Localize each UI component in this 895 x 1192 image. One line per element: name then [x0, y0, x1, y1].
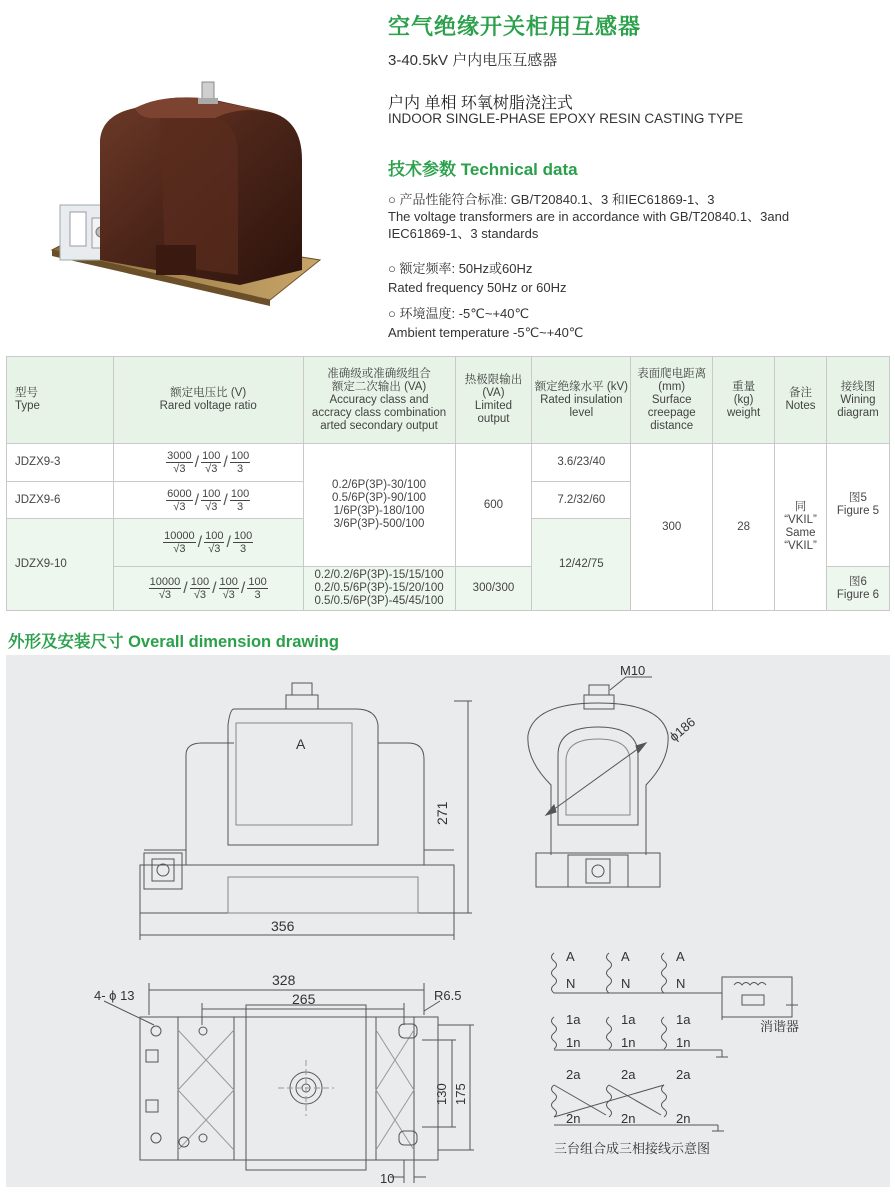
cell-insulation: 7.2/32/60: [532, 482, 631, 519]
cell-weight: 28: [713, 444, 775, 611]
cell-insulation: 12/42/75: [532, 519, 631, 611]
table-header: [7, 357, 890, 444]
cell-accuracy-b: 0.2/0.2/6P(3P)-15/15/100 0.2/0.5/6P(3P)-15/20/100 0.5/0.5/6P(3P)-45/45/100: [303, 567, 455, 611]
spec-standards: [388, 191, 789, 242]
wire-A-1: A: [566, 949, 575, 964]
side-view: [528, 677, 668, 887]
dim-265: 265: [292, 991, 316, 1007]
th-weight: 重量 (kg) weight: [713, 357, 775, 444]
spec-standard-en-2: IEC61869-1、3 standards: [388, 226, 539, 241]
th-creepage: 表面爬电距离 (mm) Surface creepage distance: [631, 357, 713, 444]
dimension-drawing-panel: [6, 655, 890, 1187]
wire-2a-2: 2a: [621, 1067, 636, 1082]
page-subtitle: 3-40.5kV 户内电压互感器: [388, 52, 558, 69]
label-phi186: ϕ186: [666, 714, 699, 745]
cell-type: JDZX9-6: [7, 482, 114, 519]
wire-2a-3: 2a: [676, 1067, 691, 1082]
cell-type: JDZX9-3: [7, 444, 114, 482]
page-title: 空气绝缘开关柜用互感器: [388, 14, 642, 39]
wire-1a-2: 1a: [621, 1012, 636, 1027]
cell-ratio: 6000 √3 / 100 √3 / 100 3: [113, 482, 303, 519]
dim-130: 130: [434, 1083, 449, 1105]
product-photo: [40, 70, 330, 320]
technical-heading: 技术参数 Technical data: [388, 160, 578, 179]
spec-temperature-cn: ○ 环境温度: -5℃~+40℃: [388, 306, 530, 321]
th-insulation: 额定绝缘水平 (kV) Rated insulation level: [532, 357, 631, 444]
cell-insulation: 3.6/23/40: [532, 444, 631, 482]
cell-accuracy-a: 0.2/6P(3P)-30/100 0.5/6P(3P)-90/100 1/6P(3P)-180/100 3/6P(3P)-500/100: [303, 444, 455, 567]
wire-N-3: N: [676, 976, 686, 991]
label-r65: R6.5: [434, 988, 462, 1003]
wire-N-1: N: [566, 976, 576, 991]
dim-175: 175: [453, 1083, 468, 1105]
cell-ratio: 3000 √3 / 100 √3 / 100 3: [113, 444, 303, 482]
th-wiring: 接线图 Wining diagram: [826, 357, 889, 444]
wire-A-3: A: [676, 949, 685, 964]
wire-A-2: A: [621, 949, 630, 964]
wire-N-2: N: [621, 976, 631, 991]
th-type: 型号 Type: [7, 357, 114, 444]
table-row: [7, 444, 890, 482]
wire-2a-1: 2a: [566, 1067, 581, 1082]
cell-notes: 同 “VKIL” Same “VKIL”: [775, 444, 827, 611]
cell-type: JDZX9-10: [7, 519, 114, 611]
spec-temperature-en: Ambient temperature -5℃~+40℃: [388, 325, 584, 340]
spec-frequency: [388, 260, 566, 296]
cell-limited-a: 600: [455, 444, 532, 567]
label-a: A: [296, 736, 306, 752]
front-view: [140, 683, 472, 940]
dim-10: 10: [380, 1171, 395, 1186]
type-cn: 户内 单相 环氧树脂浇注式: [388, 95, 573, 112]
wire-1n-1: 1n: [566, 1035, 581, 1050]
wiring-diagram: [552, 953, 799, 1131]
th-limited: 热极限输出 (VA) Limited output: [455, 357, 532, 444]
cell-limited-b: 300/300: [455, 567, 532, 611]
top-view: [104, 983, 474, 1183]
label-m10: M10: [620, 663, 646, 678]
dim-328: 328: [272, 972, 296, 988]
spec-frequency-cn: ○ 额定频率: 50Hz或60Hz: [388, 261, 533, 276]
wire-1n-3: 1n: [676, 1035, 691, 1050]
drawing-heading: 外形及安装尺寸 Overall dimension drawing: [8, 633, 339, 651]
cell-ratio: 10000 √3 / 100 √3 / 100 3: [113, 519, 303, 567]
wire-2n-3: 2n: [676, 1111, 691, 1126]
label-damper: 消谐器: [760, 1019, 800, 1034]
dimension-drawing: [6, 655, 890, 1187]
dim-356: 356: [271, 918, 295, 934]
dim-271: 271: [434, 801, 450, 825]
type-en: INDOOR SINGLE-PHASE EPOXY RESIN CASTING TYPE: [388, 111, 744, 126]
cell-creepage: 300: [631, 444, 713, 611]
wiring-caption: 三台组合成三相接线示意图: [554, 1141, 711, 1156]
spec-temperature: [388, 305, 583, 341]
th-accuracy: 准确级或准确级组合 额定二次输出 (VA) Accuracy class and accracy class combination arted secondary output: [303, 357, 455, 444]
wire-1a-3: 1a: [676, 1012, 691, 1027]
cell-wiring-fig5: 图5 Figure 5: [826, 444, 889, 567]
wire-1a-1: 1a: [566, 1012, 581, 1027]
cell-ratio: 10000 √3 / 100 √3 / 100 √3 / 100 3: [113, 567, 303, 611]
spec-standard-en: The voltage transformers are in accordance with GB/T20840.1、3and: [388, 209, 790, 224]
wire-2n-2: 2n: [621, 1111, 636, 1126]
th-notes: 备注 Notes: [775, 357, 827, 444]
spec-table: [6, 356, 890, 611]
wire-1n-2: 1n: [621, 1035, 636, 1050]
th-ratio: 额定电压比 (V) Rared voltage ratio: [113, 357, 303, 444]
spec-frequency-en: Rated frequency 50Hz or 60Hz: [388, 280, 567, 295]
cell-wiring-fig6: 图6 Figure 6: [826, 567, 889, 611]
wire-2n-1: 2n: [566, 1111, 581, 1126]
label-holes: 4- ϕ 13: [94, 988, 135, 1003]
spec-standard-cn: ○ 产品性能符合标准: GB/T20840.1、3 和IEC61869-1、3: [388, 192, 715, 207]
